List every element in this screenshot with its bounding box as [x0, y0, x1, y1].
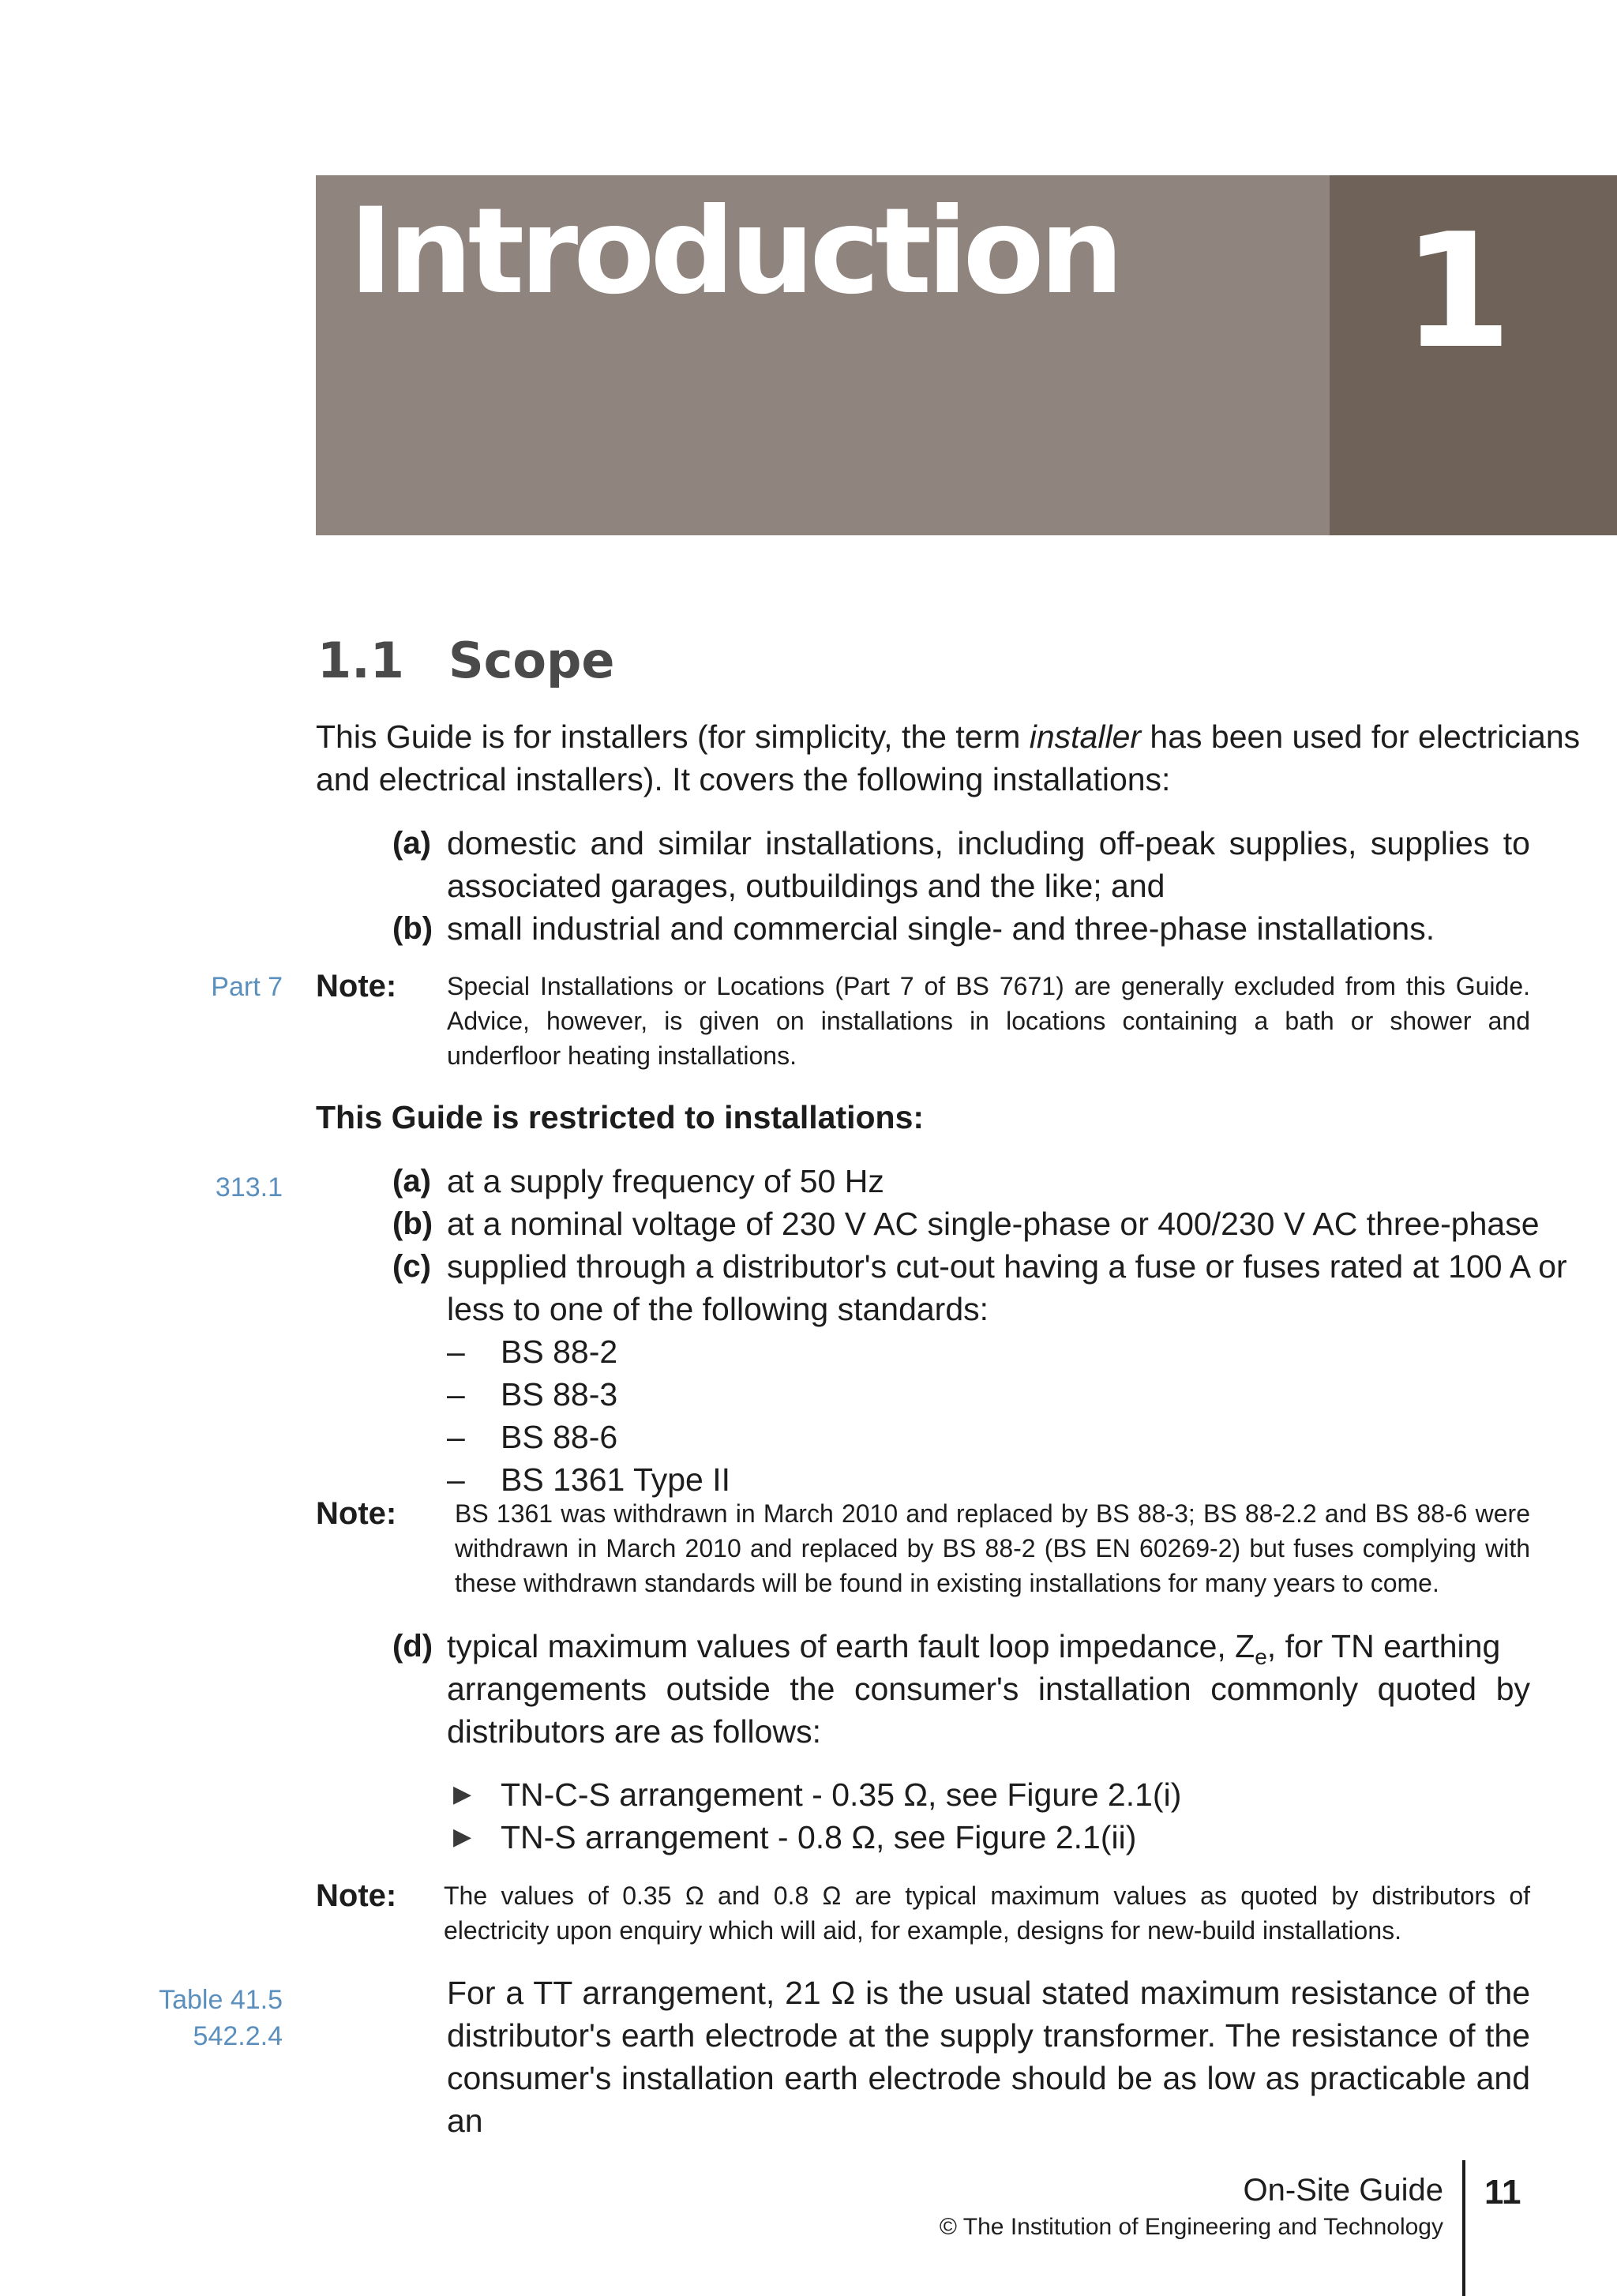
note3-line-1: The values of 0.35 Ω and 0.8 Ω are typical maximum values as quoted by distributors of [444, 1881, 1530, 1910]
standard-item: BS 88-3 [501, 1376, 618, 1412]
covers-a-line-2: associated garages, outbuildings and the like; and [447, 868, 1165, 904]
standard-item: BS 88-2 [501, 1334, 618, 1370]
tt-line-3: consumer's installation earth electrode should be as low as practicable and an [447, 2060, 1530, 2139]
chapter-number-box [1330, 175, 1617, 535]
note2-line-2: withdrawn in March 2010 and replaced by BS 88-2 (BS EN 60269-2) but fuses complying with [455, 1534, 1530, 1563]
note2-line-1: BS 1361 was withdrawn in March 2010 and replaced by BS 88-3; BS 88-2.2 and BS 88-6 were [455, 1499, 1530, 1528]
standard-dash: – [447, 1419, 465, 1455]
note1-line-2: Advice, however, is given on installations in locations containing a bath or shower and [447, 1007, 1530, 1035]
item-d-line-2: arrangements outside the consumer's installation commonly quoted by [447, 1671, 1530, 1707]
section-heading [317, 632, 615, 689]
standard-dash: – [447, 1334, 465, 1370]
margin-ref-313-1: 313.1 [215, 1172, 283, 1202]
item-d-label: (d) [392, 1629, 433, 1664]
tt-line-1: For a TT arrangement, 21 Ω is the usual stated maximum resistance of the [447, 1975, 1530, 2011]
footer-copyright: © The Institution of Engineering and Technology [939, 2214, 1443, 2240]
restricted-heading: This Guide is restricted to installations: [316, 1099, 925, 1135]
covers-a-label: (a) [392, 826, 431, 861]
bullet-tncs: TN-C-S arrangement - 0.35 Ω, see Figure 2.1(i) [501, 1776, 1182, 1813]
tt-line-2: distributor's earth electrode at the supply transformer. The resistance of the [447, 2017, 1530, 2054]
restricted-a-label: (a) [392, 1164, 431, 1199]
section-number: 1.1 [317, 632, 404, 689]
note2-line-3: these withdrawn standards will be found in existing installations for many years to come. [455, 1569, 1439, 1597]
note3-label: Note: [316, 1878, 397, 1913]
standard-dash: – [447, 1461, 465, 1498]
standard-item: BS 1361 Type II [501, 1461, 731, 1498]
margin-ref-542-2-4: 542.2.4 [193, 2021, 283, 2051]
margin-ref-table-41-5: Table 41.5 [159, 1985, 283, 2015]
chapter-banner [316, 175, 1617, 535]
footer-divider [1462, 2160, 1465, 2296]
restricted-c-label: (c) [392, 1249, 431, 1284]
section-title: Scope [448, 632, 615, 689]
chapter-title: Introduction [349, 183, 1120, 321]
note1-label: Note: [316, 969, 397, 1004]
bullet-arrow-icon: ▶ [453, 1824, 472, 1850]
note3-line-2: electricity upon enquiry which will aid, for example, designs for new-build installations. [444, 1916, 1402, 1945]
standard-dash: – [447, 1376, 465, 1412]
intro-line-1: This Guide is for installers (for simplicity, the term installer has been used for electricians [316, 718, 1581, 755]
margin-ref-part7: Part 7 [211, 972, 283, 1002]
item-d-line-1: typical maximum values of earth fault loop impedance, $Z_e$, for TN earthing [447, 1628, 1501, 1670]
note2-label: Note: [316, 1496, 397, 1531]
footer-guide-title: On-Site Guide [1243, 2173, 1443, 2208]
note1-line-3: underfloor heating installations. [447, 1041, 797, 1070]
restricted-b-line-1: at a nominal voltage of 230 V AC single-phase or 400/230 V AC three-phase [447, 1206, 1540, 1242]
restricted-a-line-1: at a supply frequency of 50 Hz [447, 1163, 884, 1199]
page-number: 11 [1484, 2173, 1521, 2212]
covers-b-label: (b) [392, 911, 433, 946]
item-d-line-3: distributors are as follows: [447, 1713, 821, 1750]
covers-a-line-1: domestic and similar installations, including off-peak supplies, supplies to [447, 825, 1530, 861]
covers-b-line-1: small industrial and commercial single- and three-phase installations. [447, 910, 1435, 947]
intro-line-2: and electrical installers). It covers the following installations: [316, 761, 1171, 797]
restricted-c-line-1: supplied through a distributor's cut-out having a fuse or fuses rated at 100 A or [447, 1248, 1567, 1285]
standard-item: BS 88-6 [501, 1419, 618, 1455]
restricted-b-label: (b) [392, 1206, 433, 1241]
note1-line-1: Special Installations or Locations (Part 7 of BS 7671) are generally excluded from this Guide. [447, 972, 1530, 1000]
bullet-arrow-icon: ▶ [453, 1781, 472, 1807]
bullet-tns: TN-S arrangement - 0.8 Ω, see Figure 2.1(ii) [501, 1819, 1137, 1855]
restricted-c-line-2: less to one of the following standards: [447, 1291, 989, 1327]
chapter-number: 1 [1402, 200, 1513, 384]
